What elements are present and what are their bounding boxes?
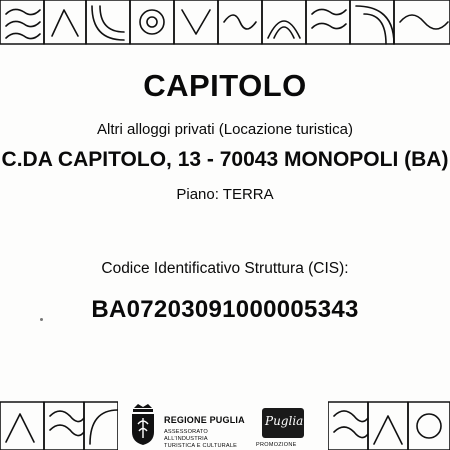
accommodation-category: Altri alloggi privati (Locazione turistica) bbox=[97, 121, 353, 138]
print-speck bbox=[40, 318, 43, 321]
regione-puglia-emblem-icon bbox=[130, 404, 156, 446]
region-department-line: ASSESSORATO ALL'INDUSTRIA bbox=[164, 429, 208, 442]
floor-info: Piano: TERRA bbox=[176, 186, 274, 203]
puglia-brand-logo bbox=[262, 408, 304, 446]
region-name: REGIONE PUGLIA bbox=[164, 415, 245, 425]
decorative-wave-pattern bbox=[0, 0, 450, 52]
top-decorative-band bbox=[0, 0, 450, 52]
region-department bbox=[164, 429, 249, 450]
puglia-logo-text: Puglia bbox=[265, 414, 304, 428]
footer-logo-area bbox=[118, 398, 328, 450]
property-name: CAPITOLO bbox=[143, 68, 307, 103]
property-address: C.DA CAPITOLO, 13 - 70043 MONOPOLI (BA) bbox=[1, 148, 449, 171]
cis-label: Codice Identificativo Struttura (CIS): bbox=[101, 260, 349, 277]
region-department-line: TURISTICA E CULTURALE bbox=[164, 443, 238, 449]
puglia-logo-mark bbox=[262, 408, 304, 438]
promotion-label: PROMOZIONE bbox=[256, 442, 297, 448]
cis-code: BA07203091000005343 bbox=[91, 296, 359, 323]
